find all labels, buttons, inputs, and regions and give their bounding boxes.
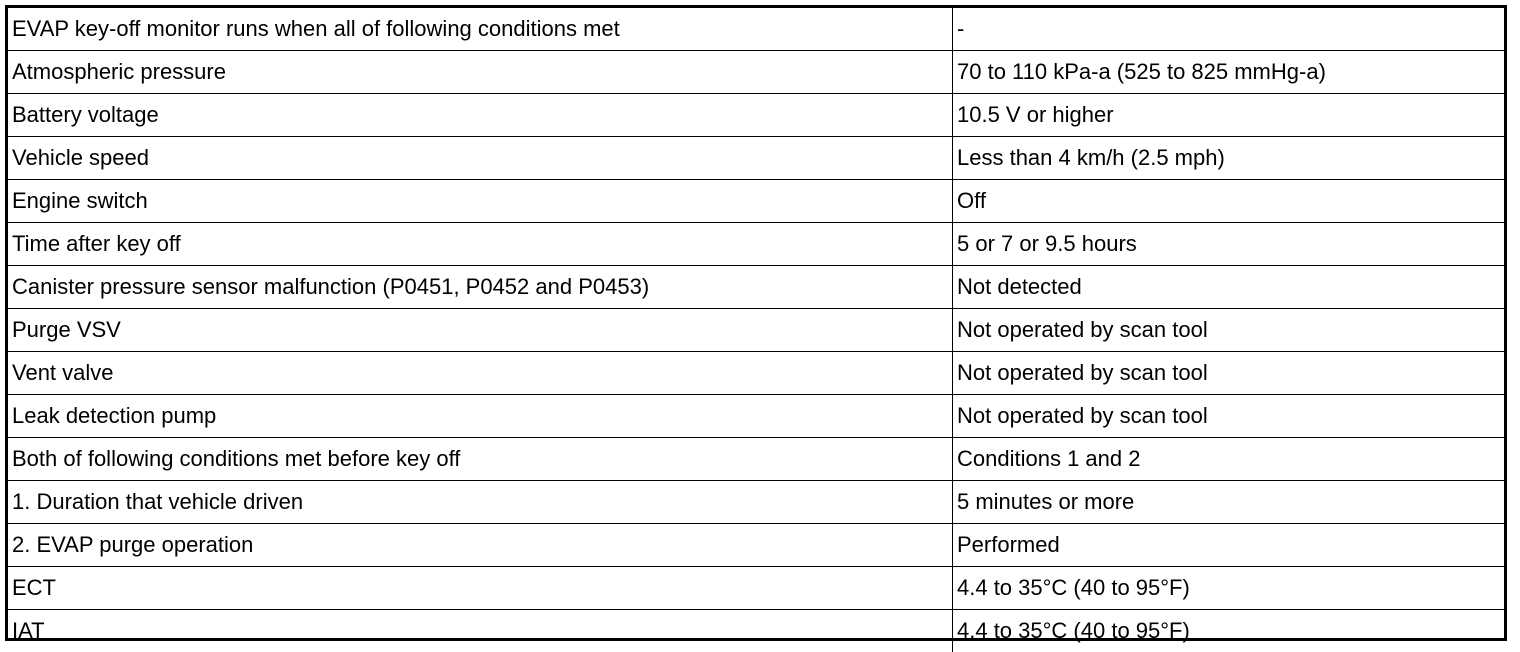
- table-row: [8, 180, 1504, 223]
- value-cell: 4.4 to 35°C (40 to 95°F): [953, 610, 1505, 652]
- value-cell: 5 or 7 or 9.5 hours: [953, 223, 1505, 266]
- value-cell: 5 minutes or more: [953, 481, 1505, 524]
- condition-cell: Atmospheric pressure: [8, 51, 953, 94]
- value-cell: Not operated by scan tool: [953, 395, 1505, 438]
- value-cell: 10.5 V or higher: [953, 94, 1505, 137]
- value-cell: 4.4 to 35°C (40 to 95°F): [953, 567, 1505, 610]
- conditions-table-frame: [5, 5, 1507, 641]
- table-row: [8, 8, 1504, 51]
- condition-cell: Leak detection pump: [8, 395, 953, 438]
- table-row: [8, 438, 1504, 481]
- condition-cell: Battery voltage: [8, 94, 953, 137]
- condition-cell: Time after key off: [8, 223, 953, 266]
- conditions-table: [8, 8, 1504, 652]
- condition-cell: Both of following conditions met before key off: [8, 438, 953, 481]
- table-row: [8, 266, 1504, 309]
- condition-cell: 1. Duration that vehicle driven: [8, 481, 953, 524]
- condition-cell: 2. EVAP purge operation: [8, 524, 953, 567]
- table-row: [8, 352, 1504, 395]
- condition-cell: Engine switch: [8, 180, 953, 223]
- condition-cell: Purge VSV: [8, 309, 953, 352]
- value-cell: Conditions 1 and 2: [953, 438, 1505, 481]
- value-cell: Off: [953, 180, 1505, 223]
- value-cell: 70 to 110 kPa-a (525 to 825 mmHg-a): [953, 51, 1505, 94]
- table-row: [8, 481, 1504, 524]
- value-cell: -: [953, 8, 1505, 51]
- value-cell: Not operated by scan tool: [953, 309, 1505, 352]
- table-row: [8, 51, 1504, 94]
- condition-cell: EVAP key-off monitor runs when all of following conditions met: [8, 8, 953, 51]
- condition-cell: Vehicle speed: [8, 137, 953, 180]
- value-cell: Not operated by scan tool: [953, 352, 1505, 395]
- value-cell: Performed: [953, 524, 1505, 567]
- table-row: [8, 223, 1504, 266]
- table-row: [8, 524, 1504, 567]
- value-cell: Not detected: [953, 266, 1505, 309]
- table-row: [8, 395, 1504, 438]
- value-cell: Less than 4 km/h (2.5 mph): [953, 137, 1505, 180]
- table-row: [8, 309, 1504, 352]
- table-row: [8, 94, 1504, 137]
- table-row: [8, 567, 1504, 610]
- table-row: [8, 137, 1504, 180]
- condition-cell: Canister pressure sensor malfunction (P0451, P0452 and P0453): [8, 266, 953, 309]
- condition-cell: Vent valve: [8, 352, 953, 395]
- conditions-table-body: [8, 8, 1504, 652]
- condition-cell: IAT: [8, 610, 953, 652]
- table-row: [8, 610, 1504, 652]
- condition-cell: ECT: [8, 567, 953, 610]
